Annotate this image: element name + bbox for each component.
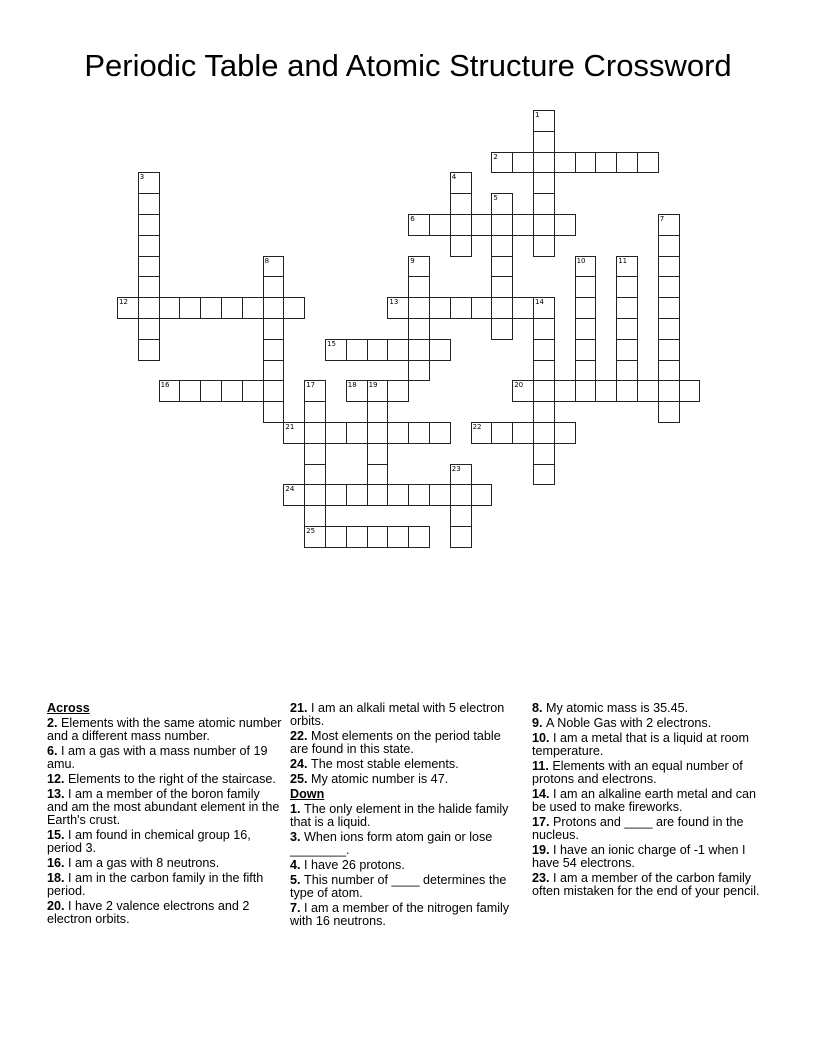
- clue-across-24: [290, 758, 522, 771]
- grid-cell[interactable]: [387, 422, 409, 444]
- cell-number: 25: [306, 527, 316, 535]
- grid-cell[interactable]: [159, 380, 181, 402]
- clue-text: A Noble Gas with 2 electrons.: [546, 716, 712, 730]
- grid-cell[interactable]: [263, 339, 285, 361]
- grid-cell[interactable]: [554, 214, 576, 236]
- grid-cell[interactable]: [200, 380, 222, 402]
- clue-number-dot: .: [304, 757, 312, 771]
- clue-number-dot: .: [304, 701, 312, 715]
- cell-number: 7: [659, 215, 665, 223]
- grid-cell[interactable]: [533, 422, 555, 444]
- clue-text: This number of ____ determines the type of atom.: [290, 873, 507, 900]
- cell-number: 11: [618, 256, 628, 265]
- grid-cell[interactable]: [138, 339, 160, 361]
- clue-down-3: [290, 831, 522, 857]
- grid-cell[interactable]: [408, 297, 430, 319]
- cell-number: 1: [535, 111, 540, 119]
- cell-number: 19: [368, 381, 378, 390]
- grid-cell[interactable]: [304, 422, 326, 444]
- grid-cell[interactable]: [491, 276, 513, 298]
- cell-number: 22: [472, 423, 482, 431]
- clue-across-2: [47, 717, 283, 743]
- clue-across-20: [47, 900, 283, 926]
- clue-number: 24: [290, 757, 305, 771]
- grid-cell[interactable]: [575, 256, 597, 278]
- grid-cell[interactable]: [283, 297, 305, 319]
- grid-cell[interactable]: [658, 318, 680, 340]
- clue-number: 11: [532, 759, 546, 773]
- clue-text: Elements with an equal number of protons and electrons.: [532, 759, 743, 786]
- grid-cell[interactable]: [242, 380, 264, 402]
- clue-down-19: [532, 844, 768, 870]
- clue-down-8: [532, 702, 768, 715]
- grid-cell[interactable]: [491, 297, 513, 319]
- clue-number: 3: [290, 830, 298, 844]
- clue-text: I am an alkali metal with 5 electron orbits.: [290, 701, 505, 728]
- clue-number: 20: [47, 899, 62, 913]
- cell-number: 15: [327, 339, 336, 348]
- cell-number: 8: [264, 256, 270, 265]
- clue-number-dot: .: [297, 802, 305, 816]
- grid-cell[interactable]: [346, 339, 368, 361]
- grid-cell[interactable]: [304, 380, 326, 402]
- clue-number: 23: [532, 871, 547, 885]
- clue-text: The most stable elements.: [311, 757, 459, 771]
- grid-cell[interactable]: [575, 360, 597, 382]
- across-heading: Across: [47, 701, 90, 715]
- grid-cell[interactable]: [533, 193, 555, 215]
- grid-cell[interactable]: [512, 297, 534, 319]
- grid-cell[interactable]: [138, 214, 160, 236]
- grid-cell[interactable]: [429, 214, 451, 236]
- grid-cell[interactable]: [138, 256, 160, 278]
- clue-number-dot: .: [61, 871, 69, 885]
- grid-cell[interactable]: [387, 380, 409, 402]
- grid-cell[interactable]: [221, 380, 243, 402]
- grid-cell[interactable]: [304, 443, 326, 465]
- clue-number: 21: [290, 701, 305, 715]
- clue-text: I have 26 protons.: [304, 858, 405, 872]
- clue-number-dot: .: [297, 858, 305, 872]
- grid-cell[interactable]: [533, 297, 555, 319]
- clue-number: 10: [532, 731, 547, 745]
- grid-cell[interactable]: [658, 401, 680, 423]
- clue-number-dot: .: [546, 731, 554, 745]
- clue-number-dot: .: [545, 759, 553, 773]
- clue-number: 19: [532, 843, 547, 857]
- grid-cell[interactable]: [450, 505, 472, 527]
- clue-text: My atomic mass is 35.45.: [546, 701, 689, 715]
- clue-text: I am found in chemical group 16, period 3.: [47, 828, 251, 855]
- grid-cell[interactable]: [283, 484, 305, 506]
- grid-cell[interactable]: [679, 380, 701, 402]
- cell-number: 24: [285, 485, 295, 494]
- grid-cell[interactable]: [450, 526, 472, 548]
- clue-down-23: [532, 872, 768, 898]
- grid-cell[interactable]: [491, 193, 513, 215]
- clue-number: 13: [47, 787, 62, 801]
- grid-cell[interactable]: [533, 235, 555, 257]
- clue-number: 18: [47, 871, 62, 885]
- grid-cell[interactable]: [595, 152, 617, 174]
- grid-cell[interactable]: [263, 401, 285, 423]
- clue-text: Most elements on the period table are found in this state.: [290, 729, 501, 756]
- grid-cell[interactable]: [179, 297, 201, 319]
- grid-cell[interactable]: [221, 297, 243, 319]
- grid-cell[interactable]: [408, 339, 430, 361]
- clue-text: Elements to the right of the staircase.: [68, 772, 276, 786]
- grid-cell[interactable]: [554, 152, 576, 174]
- cell-number: 9: [410, 256, 415, 265]
- cell-number: 13: [389, 298, 399, 307]
- clue-number-dot: .: [304, 772, 312, 786]
- grid-cell[interactable]: [117, 297, 139, 319]
- grid-cell[interactable]: [138, 276, 160, 298]
- cell-number: 5: [493, 194, 498, 203]
- clue-text: I am a member of the nitrogen family with 16 neutrons.: [290, 901, 510, 928]
- grid-cell[interactable]: [387, 526, 409, 548]
- grid-cell[interactable]: [429, 484, 451, 506]
- clue-number: 1: [290, 802, 298, 816]
- grid-cell[interactable]: [616, 276, 638, 298]
- clue-number-dot: .: [546, 871, 554, 885]
- grid-cell[interactable]: [450, 193, 472, 215]
- grid-cell[interactable]: [491, 318, 513, 340]
- grid-cell[interactable]: [471, 422, 493, 444]
- grid-cell[interactable]: [616, 339, 638, 361]
- grid-cell[interactable]: [138, 235, 160, 257]
- clues-column-2: [290, 702, 522, 930]
- clue-text: I am an alkaline earth metal and can be used to make fireworks.: [532, 787, 757, 814]
- grid-cell[interactable]: [512, 214, 534, 236]
- grid-cell[interactable]: [658, 214, 680, 236]
- clue-text: I am a metal that is a liquid at room temperature.: [532, 731, 750, 758]
- clue-number: 7: [290, 901, 298, 915]
- clue-number-dot: .: [61, 899, 69, 913]
- clue-text: I am a member of the carbon family often mistaken for the end of your pencil.: [532, 871, 760, 898]
- down-heading: Down: [290, 787, 325, 801]
- grid-cell[interactable]: [450, 464, 472, 486]
- grid-cell[interactable]: [450, 297, 472, 319]
- grid-cell[interactable]: [658, 276, 680, 298]
- grid-cell[interactable]: [450, 484, 472, 506]
- clue-text: Elements with the same atomic number and a different mass number.: [47, 716, 282, 743]
- grid-cell[interactable]: [533, 152, 555, 174]
- grid-cell[interactable]: [325, 339, 347, 361]
- grid-cell[interactable]: [263, 276, 285, 298]
- grid-cell[interactable]: [304, 505, 326, 527]
- clue-number-dot: .: [304, 729, 312, 743]
- grid-cell[interactable]: [159, 297, 181, 319]
- cell-number: 17: [306, 381, 316, 390]
- grid-cell[interactable]: [554, 422, 576, 444]
- grid-cell[interactable]: [512, 380, 534, 402]
- grid-cell[interactable]: [491, 152, 513, 174]
- clue-down-17: [532, 816, 768, 842]
- grid-cell[interactable]: [637, 380, 659, 402]
- clue-down-11: [532, 760, 768, 786]
- grid-cell[interactable]: [471, 297, 493, 319]
- grid-cell[interactable]: [325, 422, 347, 444]
- grid-cell[interactable]: [658, 235, 680, 257]
- grid-cell[interactable]: [304, 526, 326, 548]
- clue-down-10: [532, 732, 768, 758]
- grid-cell[interactable]: [200, 297, 222, 319]
- grid-cell[interactable]: [575, 276, 597, 298]
- clue-number-dot: .: [61, 787, 69, 801]
- cell-number: 6: [410, 215, 415, 223]
- grid-cell[interactable]: [491, 422, 513, 444]
- clue-text: I am a gas with a mass number of 19 amu.: [47, 744, 268, 771]
- cell-number: 3: [139, 173, 145, 182]
- clue-number-dot: .: [539, 701, 547, 715]
- grid-cell[interactable]: [138, 297, 160, 319]
- clue-text: My atomic number is 47.: [311, 772, 449, 786]
- clue-across-25: [290, 773, 522, 786]
- grid-cell[interactable]: [575, 152, 597, 174]
- cell-number: 12: [119, 298, 128, 307]
- grid-cell[interactable]: [408, 214, 430, 236]
- grid-cell[interactable]: [367, 464, 389, 486]
- grid-cell[interactable]: [450, 235, 472, 257]
- grid-cell[interactable]: [179, 380, 201, 402]
- grid-cell[interactable]: [242, 297, 264, 319]
- grid-cell[interactable]: [408, 484, 430, 506]
- clue-number-dot: .: [546, 815, 554, 829]
- grid-cell[interactable]: [658, 360, 680, 382]
- grid-cell[interactable]: [658, 339, 680, 361]
- clue-number: 15: [47, 828, 62, 842]
- clue-across-21: [290, 702, 522, 728]
- grid-cell[interactable]: [512, 422, 534, 444]
- clue-number: 14: [532, 787, 547, 801]
- clue-number-dot: .: [546, 843, 554, 857]
- grid-cell[interactable]: [325, 526, 347, 548]
- grid-cell[interactable]: [387, 484, 409, 506]
- grid-cell[interactable]: [533, 110, 555, 132]
- grid-cell[interactable]: [533, 339, 555, 361]
- clue-number: 5: [290, 873, 298, 887]
- grid-cell[interactable]: [512, 152, 534, 174]
- clue-number: 2: [47, 716, 55, 730]
- clue-across-15: [47, 829, 283, 855]
- grid-cell[interactable]: [533, 214, 555, 236]
- clue-text: The only element in the halide family that is a liquid.: [290, 802, 509, 829]
- grid-cell[interactable]: [471, 484, 493, 506]
- cell-number: 23: [451, 464, 461, 473]
- grid-cell[interactable]: [429, 339, 451, 361]
- clue-down-4: [290, 859, 522, 872]
- grid-cell[interactable]: [367, 526, 389, 548]
- grid-cell[interactable]: [263, 380, 285, 402]
- grid-cell[interactable]: [616, 318, 638, 340]
- grid-cell[interactable]: [263, 297, 285, 319]
- clue-number: 16: [47, 856, 62, 870]
- clue-text: I am a gas with 8 neutrons.: [68, 856, 220, 870]
- clue-number-dot: .: [54, 716, 62, 730]
- grid-cell[interactable]: [450, 172, 472, 194]
- grid-cell[interactable]: [616, 152, 638, 174]
- clue-down-14: [532, 788, 768, 814]
- clue-text: Protons and ____ are found in the nucleus.: [532, 815, 744, 842]
- grid-cell[interactable]: [491, 235, 513, 257]
- grid-cell[interactable]: [367, 422, 389, 444]
- clue-number-dot: .: [61, 772, 69, 786]
- grid-cell[interactable]: [575, 297, 597, 319]
- clue-across-6: [47, 745, 283, 771]
- clue-number: 4: [290, 858, 298, 872]
- clue-number: 17: [532, 815, 547, 829]
- clue-number: 6: [47, 744, 55, 758]
- grid-cell[interactable]: [304, 484, 326, 506]
- grid-cell[interactable]: [533, 318, 555, 340]
- grid-cell[interactable]: [616, 360, 638, 382]
- clue-number-dot: .: [546, 787, 554, 801]
- page-title: Periodic Table and Atomic Structure Crossword: [84, 48, 732, 83]
- cell-number: 2: [493, 152, 498, 161]
- grid-cell[interactable]: [367, 401, 389, 423]
- clue-number: 22: [290, 729, 305, 743]
- grid-cell[interactable]: [595, 380, 617, 402]
- clue-number-dot: .: [297, 830, 305, 844]
- grid-cell[interactable]: [533, 380, 555, 402]
- clue-number: 8: [532, 701, 540, 715]
- grid-cell[interactable]: [533, 401, 555, 423]
- grid-cell[interactable]: [346, 380, 368, 402]
- grid-cell[interactable]: [138, 172, 160, 194]
- grid-cell[interactable]: [429, 297, 451, 319]
- grid-cell[interactable]: [533, 360, 555, 382]
- grid-cell[interactable]: [346, 422, 368, 444]
- grid-cell[interactable]: [408, 360, 430, 382]
- grid-cell[interactable]: [637, 152, 659, 174]
- clue-number-dot: .: [297, 873, 305, 887]
- clue-number-dot: .: [297, 901, 305, 915]
- grid-cell[interactable]: [533, 443, 555, 465]
- clue-down-9: [532, 717, 768, 730]
- grid-cell[interactable]: [408, 318, 430, 340]
- grid-cell[interactable]: [408, 422, 430, 444]
- grid-cell[interactable]: [491, 256, 513, 278]
- grid-cell[interactable]: [367, 380, 389, 402]
- grid-cell[interactable]: [387, 339, 409, 361]
- grid-cell[interactable]: [263, 360, 285, 382]
- grid-cell[interactable]: [575, 380, 597, 402]
- grid-cell[interactable]: [283, 422, 305, 444]
- clue-down-5: [290, 874, 522, 900]
- clue-across-22: [290, 730, 522, 756]
- clues-column-3: [532, 702, 768, 900]
- grid-cell[interactable]: [658, 256, 680, 278]
- grid-cell[interactable]: [491, 214, 513, 236]
- grid-cell[interactable]: [346, 526, 368, 548]
- grid-cell[interactable]: [138, 318, 160, 340]
- clue-number-dot: .: [539, 716, 547, 730]
- grid-cell[interactable]: [616, 256, 638, 278]
- clue-across-16: [47, 857, 283, 870]
- grid-cell[interactable]: [471, 214, 493, 236]
- grid-cell[interactable]: [367, 339, 389, 361]
- clue-number-dot: .: [61, 856, 69, 870]
- clue-down-1: [290, 803, 522, 829]
- grid-cell[interactable]: [408, 256, 430, 278]
- clue-text: I am a member of the boron family and am the most abundant element in the Earth's crust.: [47, 787, 280, 827]
- cell-number: 20: [514, 381, 524, 390]
- grid-cell[interactable]: [533, 464, 555, 486]
- grid-cell[interactable]: [429, 422, 451, 444]
- grid-cell[interactable]: [367, 443, 389, 465]
- grid-cell[interactable]: [346, 484, 368, 506]
- cell-number: 4: [451, 173, 457, 182]
- clue-text: I am in the carbon family in the fifth period.: [47, 871, 264, 898]
- grid-cell[interactable]: [658, 297, 680, 319]
- clue-text: I have an ionic charge of -1 when I have 54 electrons.: [532, 843, 746, 870]
- grid-cell[interactable]: [138, 193, 160, 215]
- clue-number: 9: [532, 716, 540, 730]
- grid-cell[interactable]: [263, 256, 285, 278]
- grid-cell[interactable]: [575, 339, 597, 361]
- clue-down-7: [290, 902, 522, 928]
- clue-number-dot: .: [61, 828, 69, 842]
- grid-cell[interactable]: [616, 297, 638, 319]
- clues-column-1: [47, 702, 283, 928]
- grid-cell[interactable]: [450, 214, 472, 236]
- cell-number: 18: [347, 381, 357, 390]
- grid-cell[interactable]: [533, 172, 555, 194]
- clue-number: 12: [47, 772, 62, 786]
- grid-cell[interactable]: [575, 318, 597, 340]
- grid-cell[interactable]: [304, 401, 326, 423]
- grid-cell[interactable]: [533, 131, 555, 153]
- grid-cell[interactable]: [325, 484, 347, 506]
- grid-cell[interactable]: [263, 318, 285, 340]
- grid-cell[interactable]: [408, 526, 430, 548]
- clue-text: When ions form atom gain or lose ________.: [290, 830, 493, 857]
- grid-cell[interactable]: [658, 380, 680, 402]
- cell-number: 21: [285, 423, 295, 431]
- grid-cell[interactable]: [616, 380, 638, 402]
- clue-number: 25: [290, 772, 305, 786]
- grid-cell[interactable]: [387, 297, 409, 319]
- clue-text: I have 2 valence electrons and 2 electron orbits.: [47, 899, 250, 926]
- grid-cell[interactable]: [367, 484, 389, 506]
- cell-number: 16: [160, 381, 170, 390]
- grid-cell[interactable]: [304, 464, 326, 486]
- clue-across-18: [47, 872, 283, 898]
- cell-number: 10: [576, 256, 586, 265]
- grid-cell[interactable]: [408, 276, 430, 298]
- clue-across-12: [47, 773, 283, 786]
- cell-number: 14: [535, 298, 544, 307]
- clue-number-dot: .: [54, 744, 62, 758]
- grid-cell[interactable]: [554, 380, 576, 402]
- clue-across-13: [47, 788, 283, 827]
